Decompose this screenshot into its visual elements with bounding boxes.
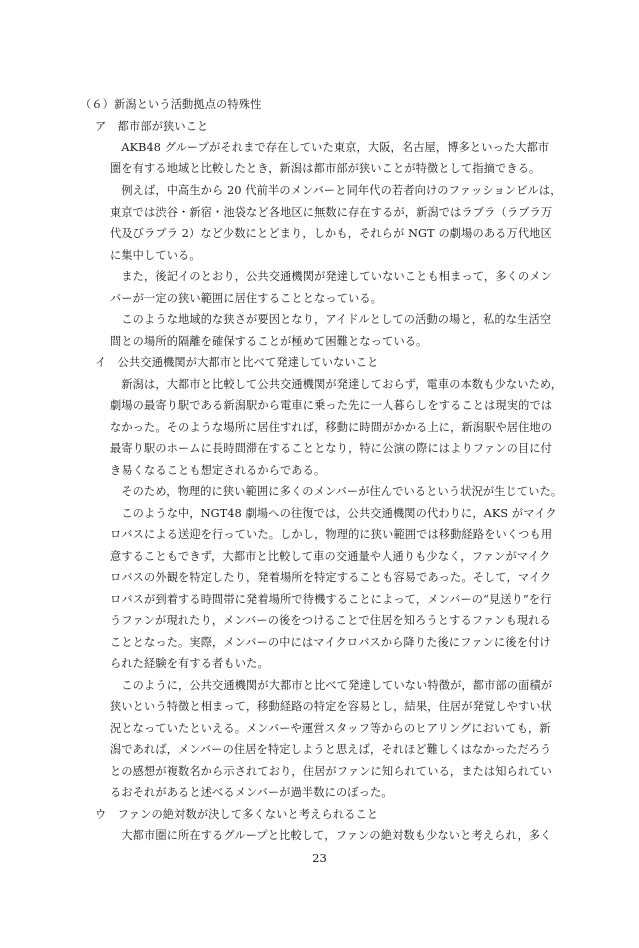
body-text-line: こととなった。実際，メンバーの中にはマイクロバスから降りた後にファンに後を付け — [110, 636, 551, 649]
body-text-line: 代及びラブラ 2）など少数にとどまり，しかも，それらが NGT の劇場のある万代地区 — [110, 227, 552, 240]
body-text-line: うファンが現れたり，メンバーの後をつけることで住居を知ろうとするファンも現れる — [110, 614, 551, 627]
body-text-line: られた経験を有する者もいた。 — [110, 657, 269, 670]
body-text-line: 圏を有する地域と比較したとき，新潟は都市部が狭いことが特徴として指摘できる。 — [110, 162, 541, 175]
body-text-line: ロバスが到着する時間帯に発着場所で待機することによって，メンバーの“見送り”を行 — [110, 593, 552, 606]
body-text-line: 潟であれば，メンバーの住居を特定しようと思えば，それほど難しくはなかっただろう — [110, 743, 552, 756]
body-text-line: このように，公共交通機関が大都市と比べて発達していない特徴が，都市部の面積が — [110, 679, 553, 692]
body-text-line: 最寄り駅のホームに長時間滞在することとなり，特に公演の際にはよりファンの目に付 — [110, 442, 552, 455]
body-text-line: るおそれがあると述べるメンバーが過半数にのぼった。 — [110, 786, 393, 799]
subsection-heading: ウ ファンの絶対数が決して多くないと考えられること — [95, 808, 379, 821]
body-text-line: 東京では渋谷・新宿・池袋など各地区に無数に存在するが，新潟ではラブラ（ラブラ万 — [110, 206, 553, 219]
body-text-line: ロバスによる送迎を行っていた。しかし，物理的に狭い範囲では移動経路をいくつも用 — [110, 528, 553, 541]
body-text-line: また，後記イのとおり，公共交通機関が発達していないことも相まって，多くのメン — [110, 270, 552, 283]
subsection-heading: ア 都市部が狭いこと — [95, 120, 209, 133]
body-text-line: AKB48 グループがそれまで存在していた東京，大阪，名古屋，博多といった大都市 — [110, 141, 550, 154]
body-text-line: との感想が複数名から示されており，住居がファンに知られている，または知られてい — [110, 765, 552, 778]
body-text-line: バーが一定の狭い範囲に居住することとなっている。 — [110, 292, 383, 305]
body-text-line: 例えば，中高生から 20 代前半のメンバーと同年代の若者向けのファッションビルは， — [110, 184, 562, 197]
body-text-line: 意することもできず，大都市と比較して車の交通量や人通りも少なく，ファンがマイク — [110, 550, 551, 563]
body-text-line: そのため，物理的に狭い範囲に多くのメンバーが住んでいるという状況が生じていた。 — [110, 485, 563, 498]
body-text-line: このような地域的な狭さが要因となり，アイドルとしての活動の場と，私的な生活空 — [110, 313, 552, 326]
body-text-line: に集中している。 — [110, 249, 201, 262]
body-text-line: このような中，NGT48 劇場への往復では，公共交通機関の代わりに，AKS がマイク — [110, 507, 557, 520]
section-heading: （６）新潟という活動拠点の特殊性 — [80, 98, 262, 111]
body-text-line: 間との場所的隔離を確保することが極めて困難となっている。 — [110, 335, 428, 348]
body-text-line: ロバスの外観を特定したり，発着場所を特定することも容易であった。そして，マイク — [110, 571, 552, 584]
page-number: 23 — [312, 851, 327, 865]
body-text-line: 劇場の最寄り駅である新潟駅から電車に乗った先に一人暮らしをすることは現実的では — [110, 399, 553, 412]
body-text-line: 新潟は，大都市と比較して公共交通機関が発達しておらず，電車の本数も少ないため， — [110, 378, 563, 391]
body-text-line: なかった。そのような場所に居住すれば，移動に時間がかかる上に，新潟駅や居住地の — [110, 421, 553, 434]
body-text-line: 狭いという特徴と相まって，移動経路の特定を容易とし，結果，住居が発覚しやすい状 — [110, 700, 552, 713]
body-text-line: 大都市圏に所在するグループと比較して，ファンの絶対数も少ないと考えられ，多く — [110, 829, 552, 842]
body-text-line: 況となっていたといえる。メンバーや運営スタッフ等からのヒアリングにおいても，新 — [110, 722, 551, 735]
body-text-line: き易くなることも想定されるからである。 — [110, 464, 326, 477]
subsection-heading: イ 公共交通機関が大都市と比べて発達していないこと — [95, 356, 379, 369]
